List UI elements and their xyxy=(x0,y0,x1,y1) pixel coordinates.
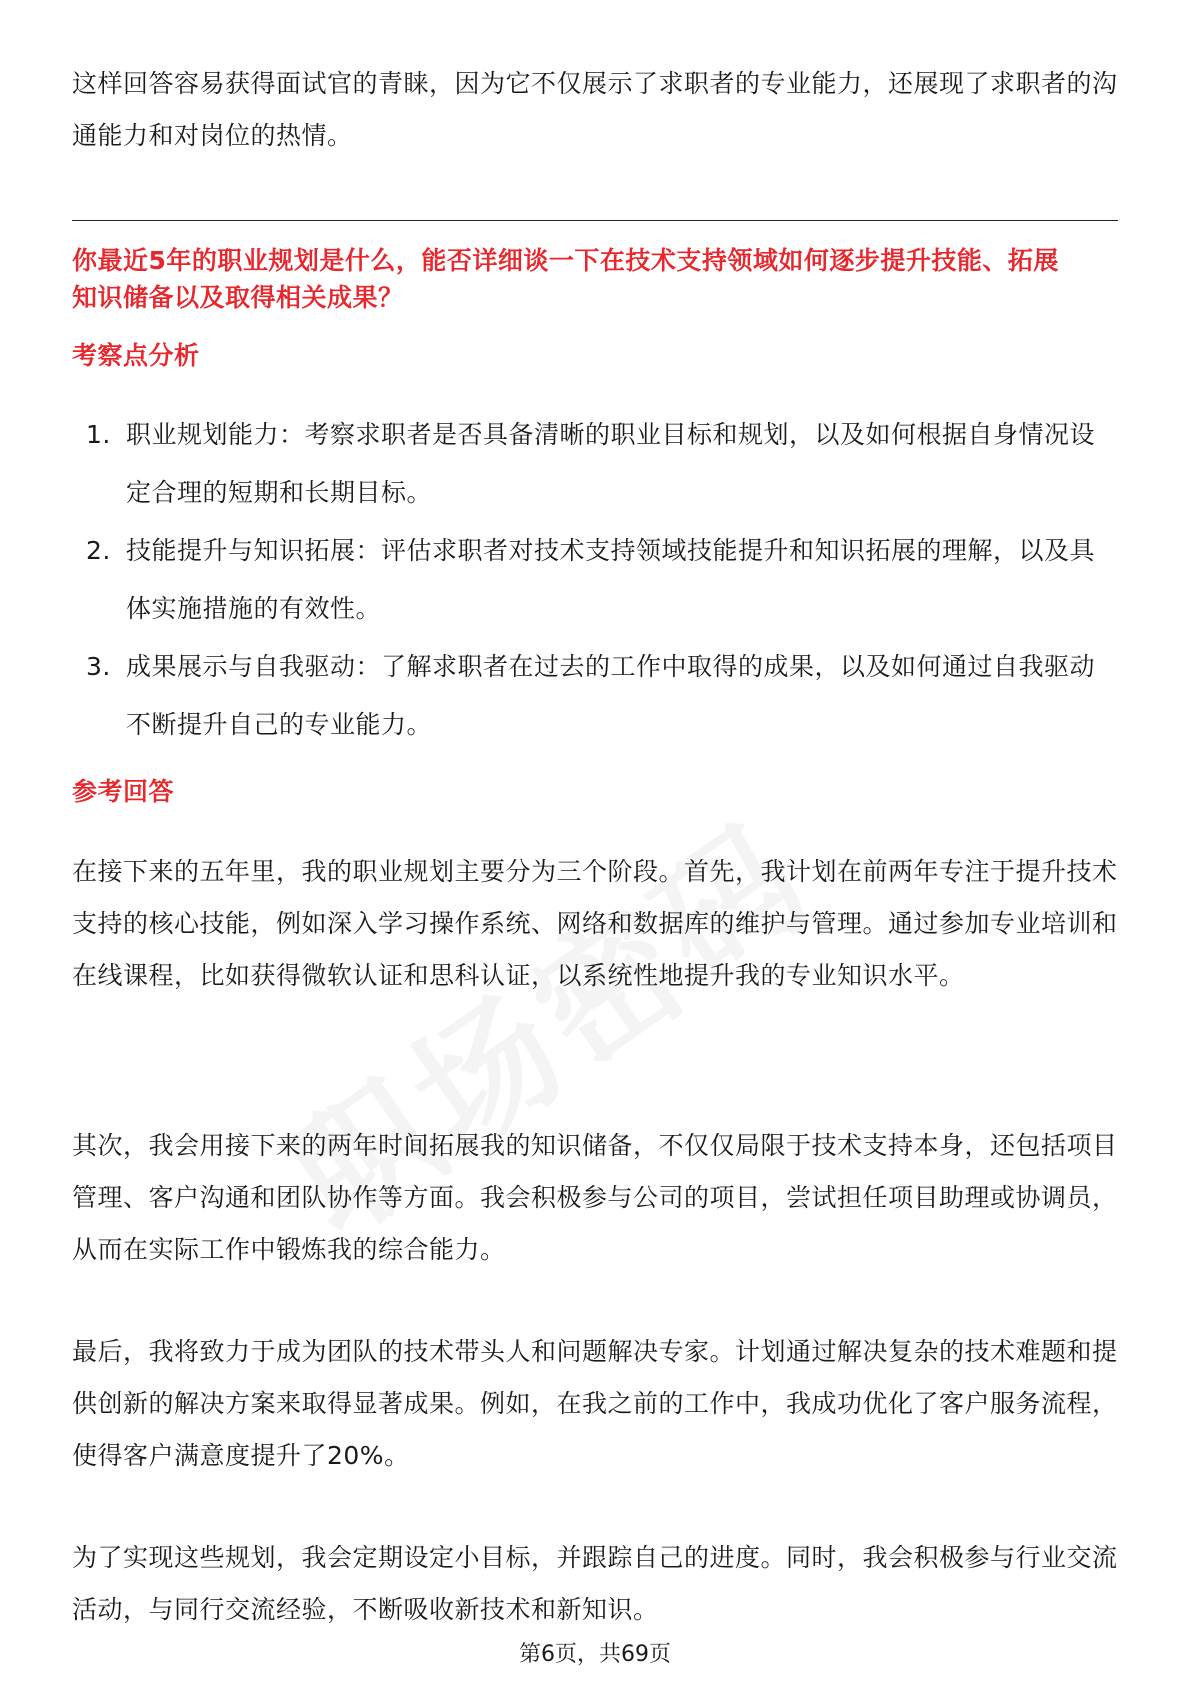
section-divider xyxy=(72,220,1118,221)
analysis-item-text: 职业规划能力：考察求职者是否具备清晰的职业目标和规划，以及如何根据自身情况设定合理的短期和长期目标。 xyxy=(126,420,1096,507)
analysis-item xyxy=(86,406,1118,522)
answer-heading: 参考回答 xyxy=(72,777,175,806)
answer-paragraph: 在接下来的五年里，我的职业规划主要分为三个阶段。首先，我计划在前两年专注于提升技术支持的核心技能，例如深入学习操作系统、网络和数据库的维护与管理。通过参加专业培训和在线课程，比如获得微软认证和思科认证，以系统性地提升我的专业知识水平。 xyxy=(72,857,1118,990)
analysis-item-text: 技能提升与知识拓展：评估求职者对技术支持领域技能提升和知识拓展的理解，以及具体实施措施的有效性。 xyxy=(126,536,1096,623)
answer-paragraph: 其次，我会用接下来的两年时间拓展我的知识储备，不仅仅局限于技术支持本身，还包括项目管理、客户沟通和团队协作等方面。我会积极参与公司的项目，尝试担任项目助理或协调员，从而在实际工作中锻炼我的综合能力。 xyxy=(72,1131,1118,1264)
intro-paragraph: 这样回答容易获得面试官的青睐，因为它不仅展示了求职者的专业能力，还展现了求职者的沟通能力和对岗位的热情。 xyxy=(72,69,1118,150)
interview-question: 你最近5年的职业规划是什么，能否详细谈一下在技术支持领域如何逐步提升技能、拓展知识储备以及取得相关成果？ xyxy=(72,246,1059,312)
analysis-item-number: 2. xyxy=(86,536,111,565)
page-footer: 第6页，共69页 xyxy=(519,1642,671,1667)
analysis-item-text: 成果展示与自我驱动：了解求职者在过去的工作中取得的成果，以及如何通过自我驱动不断提升自己的专业能力。 xyxy=(126,652,1096,739)
analysis-item xyxy=(86,638,1118,754)
analysis-list xyxy=(86,406,1118,754)
answer-paragraph: 最后，我将致力于成为团队的技术带头人和问题解决专家。计划通过解决复杂的技术难题和提供创新的解决方案来取得显著成果。例如，在我之前的工作中，我成功优化了客户服务流程，使得客户满意度提升了20%。 xyxy=(72,1337,1118,1470)
answer-paragraph: 为了实现这些规划，我会定期设定小目标，并跟踪自己的进度。同时，我会积极参与行业交流活动，与同行交流经验，不断吸收新技术和新知识。 xyxy=(72,1543,1118,1624)
analysis-item-number: 1. xyxy=(86,420,111,449)
analysis-heading: 考察点分析 xyxy=(72,341,200,370)
analysis-item xyxy=(86,522,1118,638)
analysis-item-number: 3. xyxy=(86,652,111,681)
